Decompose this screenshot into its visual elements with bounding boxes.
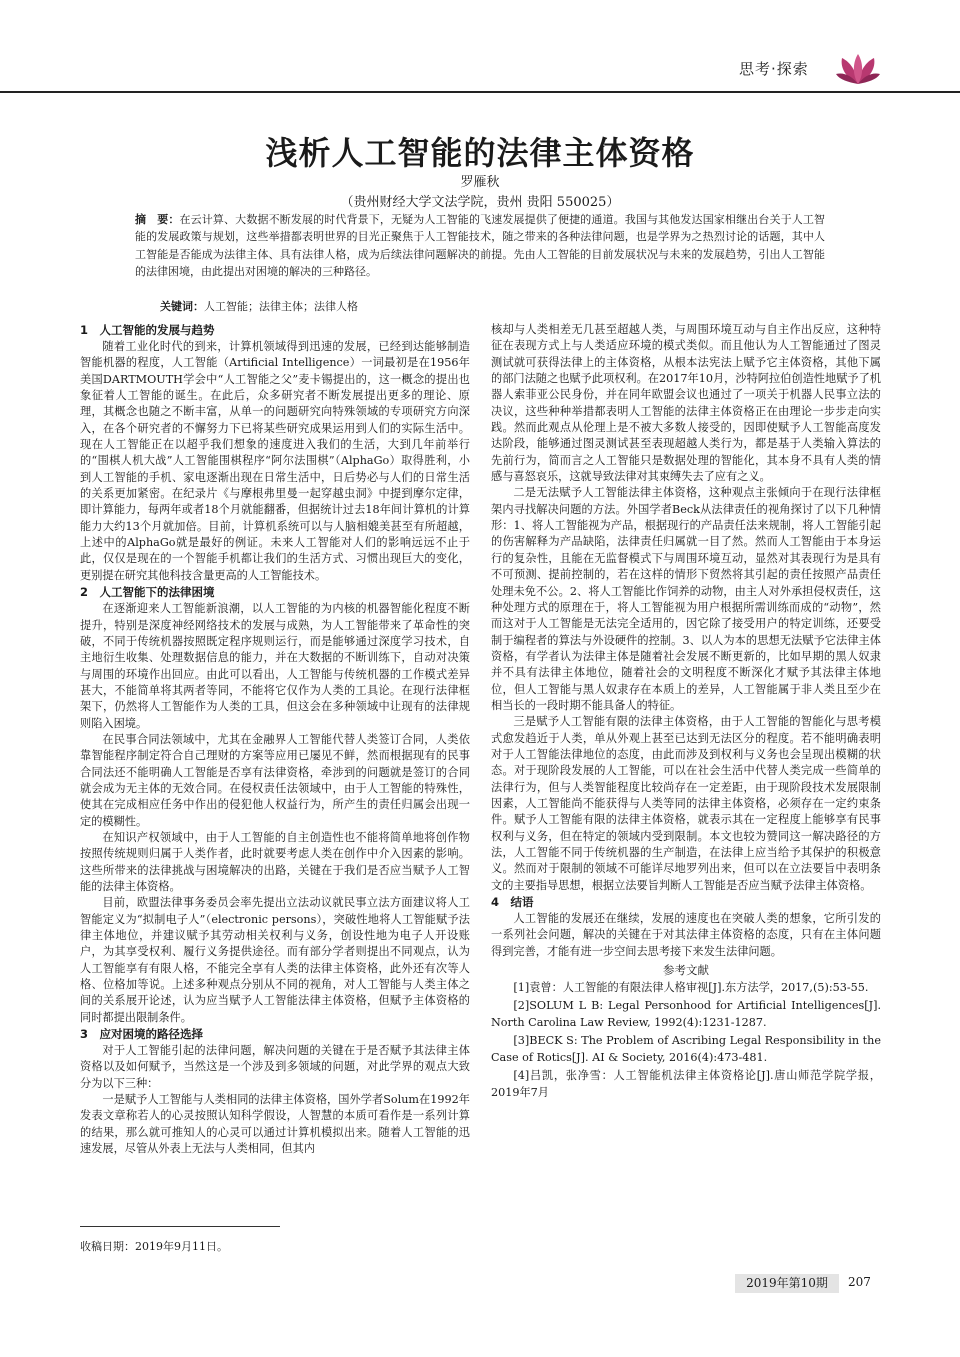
article-title: 浅析人工智能的法律主体资格	[265, 134, 695, 172]
section-heading-2: 2 人工智能下的法律困境	[80, 585, 215, 600]
paragraph: 三是赋予人工智能有限的法律主体资格，由于人工智能的智能化与思考模式愈发趋近于人类，单从外观上甚至已达到无法区分的程度。若不能明确表明对于人工智能法律地位的态度，由此而涉及到权利与义务也会呈现出模糊的状态。对于现阶段发展的人工智能，可以在社会生活中代替人类完成一些简单的法律行为，但与人类智能程度比较尚存在一定差距，由于现阶段技术发展限制因素，人工智能尚不能获得与人类等同的法律主体资格，必须存在一定约束条件。赋予人工智能有限的法律主体资格，就表示其在一定程度上能够享有民事权利与义务，但在特定的领域内受到限制。本文也较为赞同这一解决路径的方法，人工智能不同于传统机器的生产制造，在法律上应当给予其保护的积极意义。然而对于限制的领域不可能详尽地罗列出来，但可以在立法要旨中表明条文的主要指导思想，根据立法要旨判断人工智能是否应当赋予法律主体资格。	[491, 715, 881, 892]
paragraph: 在逐渐迎来人工智能新浪潮，以人工智能的为内核的机器智能化程度不断提升，特别是深度神经网络技术的发展与成熟，为人工智能带来了革命性的突破，不同于传统机器按照既定程序规则运行，而是能够通过深度学习技术，自主地衍生收集、处理数据信息的能力，并在大数据的不断训练下，自动对决策与周围的环境作出回应。由此可以看出，人工智能与传统机器的工作模式差异甚大，不能简单将其两者等同，不能将它仅作为人类的工具论。在现行法律框架下，仍然将人工智能作为人类的工具，但这会在多种领域中让现有的法律规则陷入困境。	[80, 602, 470, 730]
paragraph: 随着工业化时代的到来，计算机领域得到迅速的发展，已经到达能够制造智能机器的程度，人工智能（Artificial Intelligence）一词最初是在1956年美国DARTMOUTH学会中“人工智能之父”麦卡锡提出的，这一概念的提出也象征着人工智能的诞生。在此后，众多研究者不断发展提出更多的理论、原理，其概念也随之不断丰富，从单一的问题研究向特殊领域的专项研究方向深入，在各个研究者的不懈努力下已将某些研究成果运用到人们的实际生活中。现在人工智能正在以超乎我们想象的速度进入我们的生活，大到几年前举行的“围棋人机大战”人工智能围棋程序“阿尔法围棋”（AlphaGo）取得胜利，小到人工智能的手机、家电逐渐出现在日常生活中，日后势必与人们的日常生活的关系更加紧密。在纪录片《与摩根弗里曼一起穿越虫洞》中提到摩尔定律，即计算能力，每两年或者18个月就能翻番，但据统计过去18年间计算机的计算能力大约13个月就加倍。目前，计算机系统可以与人脑相媲美甚至有所超越，上述中的AlphaGo就是最好的例证。未来人工智能对人们的影响远远不止于此，仅仅是现在的一个智能手机都让我们的生活方式、习惯出现巨大的变化，更别提在研究其他科技含量更高的人工智能技术。	[80, 340, 470, 582]
abstract-text: 在云计算、大数据不断发展的时代背景下，无疑为人工智能的飞速发展提供了便捷的通道。我国与其他发达国家相继出台关于人工智能的发展政策与规划，这些举措都表明世界的目光正聚焦于人工智能技术，随之带来的各种法律问题，也是学界为之热烈讨论的话题，其中人工智能是否能成为法律主体、具有法律人格，成为后续法律问题解决的前提。先由人工智能的目前发展状况与未来的发展趋势，引出人工智能的法律困境，由此提出对困境的解决的三种路径。	[135, 213, 826, 279]
article-author: 罗雁秋	[460, 175, 500, 190]
header-rule	[0, 91, 960, 93]
left-column	[80, 322, 470, 1158]
section-heading-3: 3 应对困境的路径选择	[80, 1027, 204, 1042]
reference-item: [4]吕凯，张净雪：人工智能机法律主体资格论[J].唐山师范学院学报，2019年7月	[491, 1068, 881, 1100]
paragraph: 人工智能的发展还在继续，发展的速度也在突破人类的想象，它所引发的一系列社会问题，解决的关键在于对其法律主体资格的态度，只有在主体问题得到完善，才能有进一步空间去思考接下来发生法律问题。	[491, 912, 881, 958]
reference-item: [1]袁曾：人工智能的有限法律人格审视[J].东方法学，2017,(5):53-55.	[513, 981, 869, 995]
paragraph: 目前，欧盟法律事务委员会率先提出立法动议就民事立法方面建议将人工智能定义为“拟制电子人”（electronic persons），突破性地将人工智能赋予法律主体地位，并建议赋予其劳动相关权利与义务，创设性地为电子人开设账户，为其享受权利、履行义务提供途径。而有部分学者则提出不同观点，认为人工智能享有有限人格，不能完全享有人类的法律主体资格，此外还有次等人格、位格加等说。上述多种观点分别从不同的视角，对人工智能与人类主体之间的关系展开论述，认为应当赋予人工智能法律主体资格，但赋予主体资格的同时都提出限制条件。	[80, 896, 470, 1024]
keywords-label: 关键词：	[160, 300, 204, 313]
section-heading-4: 4 结语	[491, 895, 534, 910]
paragraph: 二是无法赋予人工智能法律主体资格，这种观点主张倾向于在现行法律框架内寻找解决问题的方法。外国学者Beck从法律责任的视角探讨了以下几种情形：1、将人工智能视为产品，根据现行的产品责任法来规制，将人工智能引起的伤害解释为产品缺陷，法律责任归属就一目了然。然而人工智能由于本身运行的复杂性，且能在无监督模式下与周围环境互动，显然对其表现行为是具有不可预测、提前控制的，若在这样的情形下贸然将其引起的责任按照产品责任处理未免不公。2、将人工智能比作饲养的动物，由主人对外承担侵权责任，这种处理方式的原理在于，将人工智能视为用户根据所需训练而成的“动物”，然而这对于人工智能是无法完全适用的，因它除了接受用户的特定训练，还要受制于编程者的算法与外设硬件的控制。3、以人为本的思想无法赋予它法律主体资格，有学者认为法律主体是随着社会发展不断更新的，比如早期的黑人奴隶并不具有法律主体地位，随着社会的文明程度不断深化才赋予其法律主体地位，但人工智能与黑人奴隶存在本质上的差异，人工智能属于非人类且至少在相当长的一段时期不能具备人的特征。	[491, 486, 881, 712]
reference-item: [2]SOLUM L B: Legal Personhood for Artificial Intelligences[J]. North Carolina Law Review, 1992(4):1231-1287.	[491, 998, 881, 1030]
section-heading-1: 1 人工智能的发展与趋势	[80, 323, 215, 337]
right-column	[491, 322, 881, 1102]
paragraph: 在知识产权领域中，由于人工智能的自主创造性也不能将简单地将创作物按照传统规则归属于人类作者，此时就要考虑人类在创作中介入因素的影响。这些所带来的法律挑战与困境解决的出路，关键在于我们是否应当赋予人工智能的法律主体资格。	[80, 830, 470, 893]
paragraph: 对于人工智能引起的法律问题，解决问题的关键在于是否赋予其法律主体资格以及如何赋予，当然这是一个涉及到多领域的问题，对此学界的观点大致分为以下三种：	[80, 1044, 470, 1090]
article-affiliation: （贵州财经大学文法学院，贵州 贵阳 550025）	[340, 195, 620, 210]
abstract-label: 摘 要：	[135, 213, 180, 226]
paragraph: 一是赋予人工智能与人类相同的法律主体资格，国外学者Solum在1992年发表文章称若人的心灵按照认知科学假设，人智慧的本质可看作是一系列计算的结果，那么就可推知人的心灵可以通过计算机模拟出来。随着人工智能的迅速发展，尽管从外表上无法与人类相同，但其内	[80, 1093, 470, 1156]
issue-label: 2019年第10期	[735, 1274, 839, 1293]
lotus-icon	[836, 52, 880, 86]
paragraph: 核却与人类相差无几甚至超越人类，与周围环境互动与自主作出反应，这种特征在表现方式上与人类适应环境的模式类似。而且他认为人工智能通过了图灵测试就可获得法律上的主体资格，从根本法宪法上赋予它主体资格，其他下属的部门法随之也赋予此项权利。在2017年10月，沙特阿拉伯创造性地赋予了机器人索菲亚公民身份，并在同年欧盟会议也通过了一项关于机器人民事立法的决议，这些种种举措都表明人工智能的法律主体资格正在由理论一步步走向实践。然而此观点从伦理上是不被大多数人接受的，因即使赋予人工智能高度发达阶段，能够通过图灵测试甚至表现超越人类行为，都是基于人类输入算法的先前行为，简而言之人工智能只是数据处理的智能化，其本身不具有人类的情感与喜怒哀乐，这就导致法律对其束缚失去了应有之义。	[491, 323, 881, 484]
keywords-text: 人工智能；法律主体；法律人格	[204, 300, 358, 313]
footnote-rule	[80, 1226, 280, 1227]
paragraph: 在民事合同法领域中，尤其在金融界人工智能代替人类签订合同，人类依靠智能程序制定符合自己理财的方案等应用已屡见不鲜，然而根据现有的民事合同法还不能明确人工智能是否享有法律资格，牵涉到的问题就是签订的合同就会成为无主体的无效合同。在侵权责任法领域中，由于人工智能的特殊性，使其在完成相应任务中作出的侵犯他人权益行为，所产生的责任归属会出现一定的模糊性。	[80, 732, 470, 828]
keywords	[160, 298, 820, 314]
received-date: 收稿日期：2019年9月11日。	[80, 1240, 228, 1253]
page-number: 207	[848, 1275, 871, 1289]
references-title: 参考文献	[663, 963, 709, 978]
abstract	[135, 211, 825, 281]
reference-item: [3]BECK S: The Problem of Ascribing Legal Responsibility in the Case of Rotics[J]. AI & Society, 2016(4):473-481.	[491, 1033, 881, 1065]
section-tag: 思考·探索	[739, 60, 809, 78]
